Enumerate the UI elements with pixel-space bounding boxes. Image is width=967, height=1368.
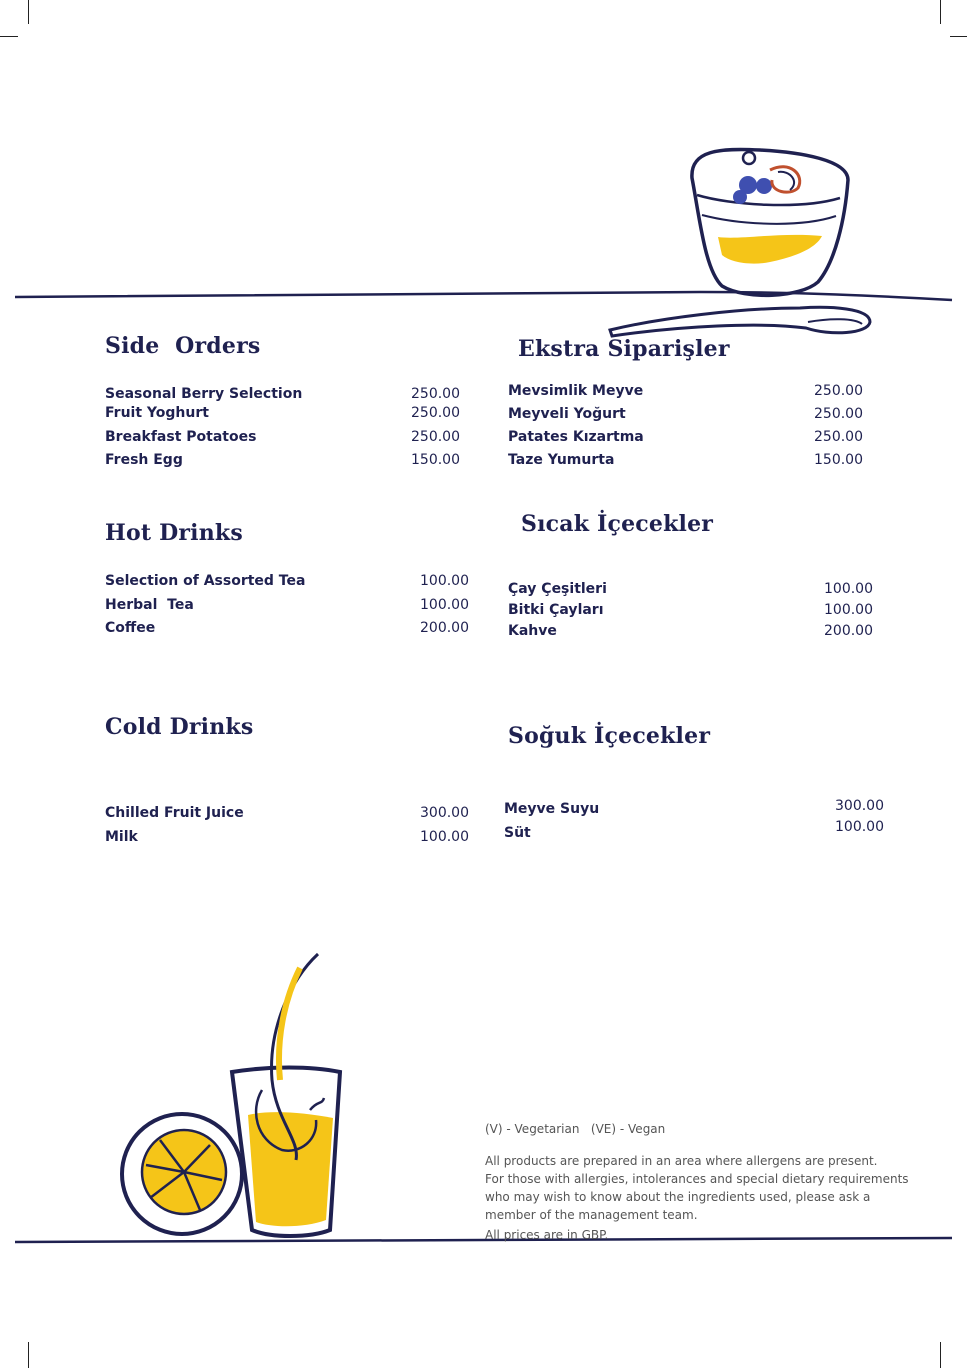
cold-drinks-title: Cold Drinks [105, 714, 254, 740]
menu-item-price: 150.00 [411, 452, 460, 468]
menu-item-price: 100.00 [835, 819, 884, 835]
menu-item-price: 150.00 [814, 452, 863, 468]
menu-item-price: 100.00 [420, 829, 469, 845]
allergen-note-line: who may wish to know about the ingredients used, please ask a [485, 1190, 871, 1204]
menu-item-price: 100.00 [420, 573, 469, 589]
menu-item-price: 250.00 [814, 406, 863, 422]
menu-item-name: Süt [504, 825, 531, 841]
menu-item-name: Selection of Assorted Tea [105, 573, 306, 589]
hot-drinks-title: Hot Drinks [105, 520, 243, 546]
menu-item-name: Mevsimlik Meyve [508, 383, 644, 399]
menu-item-name: Milk [105, 829, 138, 845]
menu-item-name: Seasonal Berry Selection [105, 386, 303, 402]
menu-item-name: Meyveli Yoğurt [508, 406, 626, 422]
menu-item-name: Çay Çeşitleri [508, 581, 607, 597]
menu-item-price: 100.00 [824, 602, 873, 618]
menu-item-name: Kahve [508, 623, 557, 639]
menu-item-price: 250.00 [411, 429, 460, 445]
menu-item-name: Coffee [105, 620, 156, 636]
menu-item-price: 250.00 [814, 429, 863, 445]
allergen-note-line: For those with allergies, intolerances and special dietary requirements [485, 1172, 909, 1186]
menu-item-name: Fruit Yoghurt [105, 405, 209, 421]
crop-mark-bottom-right-v [940, 1342, 941, 1368]
menu-item-price: 100.00 [420, 597, 469, 613]
menu-item-price: 250.00 [411, 386, 460, 402]
menu-item-price: 200.00 [420, 620, 469, 636]
sicak-icecekler-title: Sıcak İçecekler [521, 511, 714, 537]
ekstra-siparisler-title: Ekstra Siparişler [518, 336, 730, 362]
menu-item-name: Taze Yumurta [508, 452, 615, 468]
menu-item-name: Breakfast Potatoes [105, 429, 257, 445]
side-orders-title: Side Orders [105, 333, 261, 359]
soguk-icecekler-title: Soğuk İçecekler [508, 723, 711, 749]
lemon-icon [122, 1114, 242, 1234]
menu-item-price: 300.00 [420, 805, 469, 821]
menu-item-name: Bitki Çayları [508, 602, 604, 618]
allergen-note-line: All products are prepared in an area where allergens are present. [485, 1154, 878, 1168]
menu-item-name: Herbal Tea [105, 597, 194, 613]
menu-item-price: 300.00 [835, 798, 884, 814]
menu-item-name: Patates Kızartma [508, 429, 644, 445]
menu-item-name: Chilled Fruit Juice [105, 805, 244, 821]
prices-currency-note: All prices are in GBP. [485, 1228, 609, 1242]
diet-legend: (V) - Vegetarian (VE) - Vegan [485, 1122, 666, 1136]
menu-item-price: 250.00 [411, 405, 460, 421]
menu-item-price: 250.00 [814, 383, 863, 399]
allergen-note-line: member of the management team. [485, 1208, 698, 1222]
menu-item-price: 200.00 [824, 623, 873, 639]
menu-item-price: 100.00 [824, 581, 873, 597]
crop-mark-bottom-left-v [28, 1342, 29, 1368]
dessert-cup-icon [0, 0, 967, 360]
menu-item-name: Meyve Suyu [504, 801, 600, 817]
menu-item-name: Fresh Egg [105, 452, 183, 468]
